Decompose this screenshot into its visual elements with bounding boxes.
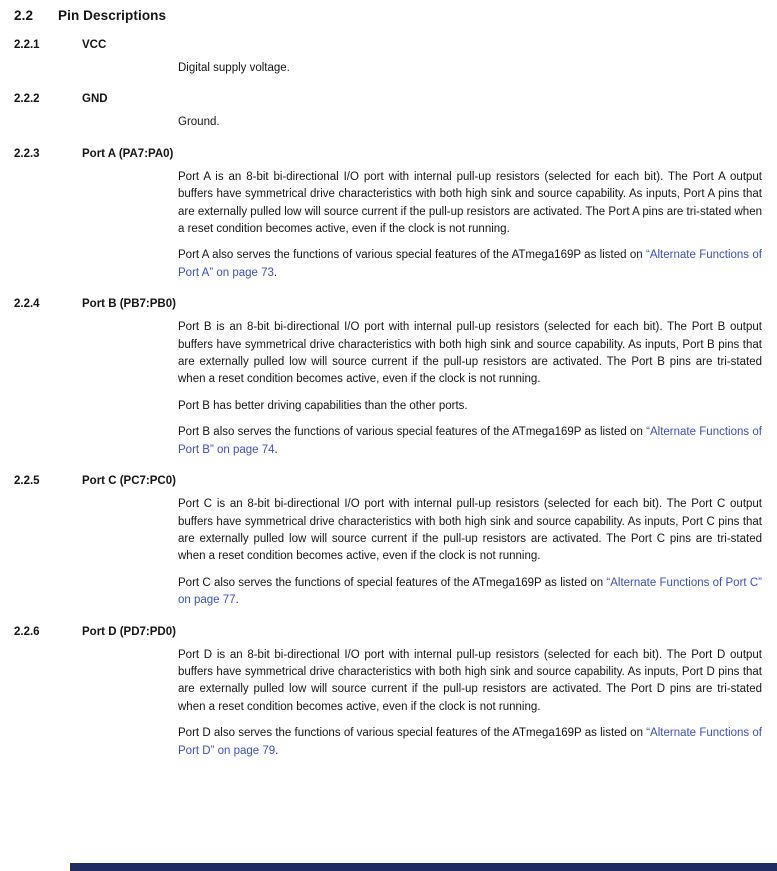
paragraph-text: Digital supply voltage. [178, 62, 290, 74]
section-number: 2.2 [14, 8, 34, 23]
subsection-2.2.2 [14, 93, 762, 131]
paragraph-text: . [235, 594, 239, 607]
subsection-title: Port D (PD7:PD0) [82, 625, 176, 638]
paragraph-text: Port C also serves the functions of special features of the ATmega169P as listed on [178, 576, 607, 589]
paragraph [178, 114, 762, 131]
paragraph-text: Port D is an 8-bit bi-directional I/O port with internal pull-up resistors (selected for each bit). The Port D output buffers have symmetrical drive characteristics with both high sink and source capability. As inputs, Port D pins that are externally pulled low will source current if the pull-up resistors are activated. The Port D pins are tri-stated when a reset condition becomes active, even if the clock is not running. [178, 648, 762, 713]
paragraph [178, 647, 762, 717]
subsection-title: GND [82, 93, 108, 106]
subsection-number: 2.2.3 [14, 147, 40, 160]
subsection-heading [14, 39, 762, 51]
subsection-number: 2.2.4 [14, 298, 40, 311]
paragraph [178, 60, 762, 77]
subsection-heading [14, 626, 762, 638]
paragraph-text: Port D also serves the functions of various special features of the ATmega169P as listed on [178, 727, 647, 740]
section-title: Pin Descriptions [58, 8, 167, 23]
link-alternate-functions-port-d[interactable]: “Alternate Functions of Port D” on page 79 [178, 727, 763, 757]
subsection-heading [14, 475, 762, 487]
subsection-heading [14, 93, 762, 105]
page-footer-bar [70, 863, 777, 871]
link-alternate-functions-port-c[interactable]: “Alternate Functions of Port C” on page 77 [178, 576, 763, 607]
paragraph-text: Port B is an 8-bit bi-directional I/O port with internal pull-up resistors (selected for each bit). The Port B output buffers have symmetrical drive characteristics with both high sink and source capability. As inputs, Port B pins that are externally pulled low will source current if the pull-up resistors are activated. The Port B pins are tri-stated when a reset condition becomes active, even if the clock is not running. [178, 321, 762, 386]
subsections-container [14, 39, 762, 760]
paragraph-text: Port A also serves the functions of various special features of the ATmega169P as listed on [178, 249, 646, 262]
subsection-body [178, 114, 762, 131]
subsection-number: 2.2.6 [14, 625, 40, 638]
subsection-title: VCC [82, 39, 107, 51]
subsection-heading [14, 298, 762, 310]
subsection-number: 2.2.2 [14, 93, 40, 106]
paragraph-text: . [274, 443, 278, 456]
subsection-2.2.6 [14, 626, 762, 760]
subsection-number: 2.2.5 [14, 475, 40, 488]
subsection-body [178, 647, 762, 760]
subsection-2.2.4 [14, 298, 762, 459]
subsection-body [178, 60, 762, 77]
subsection-body [178, 496, 762, 609]
paragraph-text: Ground. [178, 116, 220, 129]
paragraph [178, 169, 762, 239]
subsection-2.2.1 [14, 39, 762, 77]
paragraph-text: Port A is an 8-bit bi-directional I/O port with internal pull-up resistors (selected for each bit). The Port A output buffers have symmetrical drive characteristics with both high sink and source capability. As inputs, Port A pins that are externally pulled low will source current if the pull-up resistors are activated. The Port A pins are tri-stated when a reset condition becomes active, even if the clock is not running. [178, 170, 762, 236]
subsection-body [178, 319, 762, 459]
subsection-heading [14, 148, 762, 160]
paragraph-text: . [275, 744, 279, 757]
paragraph [178, 398, 762, 415]
paragraph [178, 496, 762, 566]
subsection-title: Port B (PB7:PB0) [82, 298, 176, 311]
link-alternate-functions-port-a[interactable]: “Alternate Functions of Port A” on page 73 [178, 249, 762, 279]
subsection-2.2.3 [14, 148, 762, 282]
link-alternate-functions-port-b[interactable]: “Alternate Functions of Port B” on page 74 [178, 426, 762, 456]
paragraph-text: . [273, 266, 278, 279]
paragraph [178, 725, 762, 760]
paragraph [178, 575, 762, 610]
paragraph-text: Port C is an 8-bit bi-directional I/O port with internal pull-up resistors (selected for each bit). The Port C output buffers have symmetrical drive characteristics with both high sink and source capability. As inputs, Port C pins that are externally pulled low will source current if the pull-up resistors are activated. The Port C pins are tri-stated when a reset condition becomes active, even if the clock is not running. [178, 498, 762, 563]
subsection-body [178, 169, 762, 282]
paragraph [178, 424, 762, 459]
section-heading [14, 8, 762, 23]
subsection-2.2.5 [14, 475, 762, 609]
paragraph [178, 319, 762, 389]
paragraph-text: Port B has better driving capabilities than the other ports. [178, 399, 468, 412]
subsection-number: 2.2.1 [14, 39, 40, 51]
paragraph-text: Port B also serves the functions of various special features of the ATmega169P as listed on [178, 426, 647, 439]
paragraph [178, 247, 762, 282]
subsection-title: Port A (PA7:PA0) [82, 147, 174, 160]
subsection-title: Port C (PC7:PC0) [82, 475, 176, 488]
